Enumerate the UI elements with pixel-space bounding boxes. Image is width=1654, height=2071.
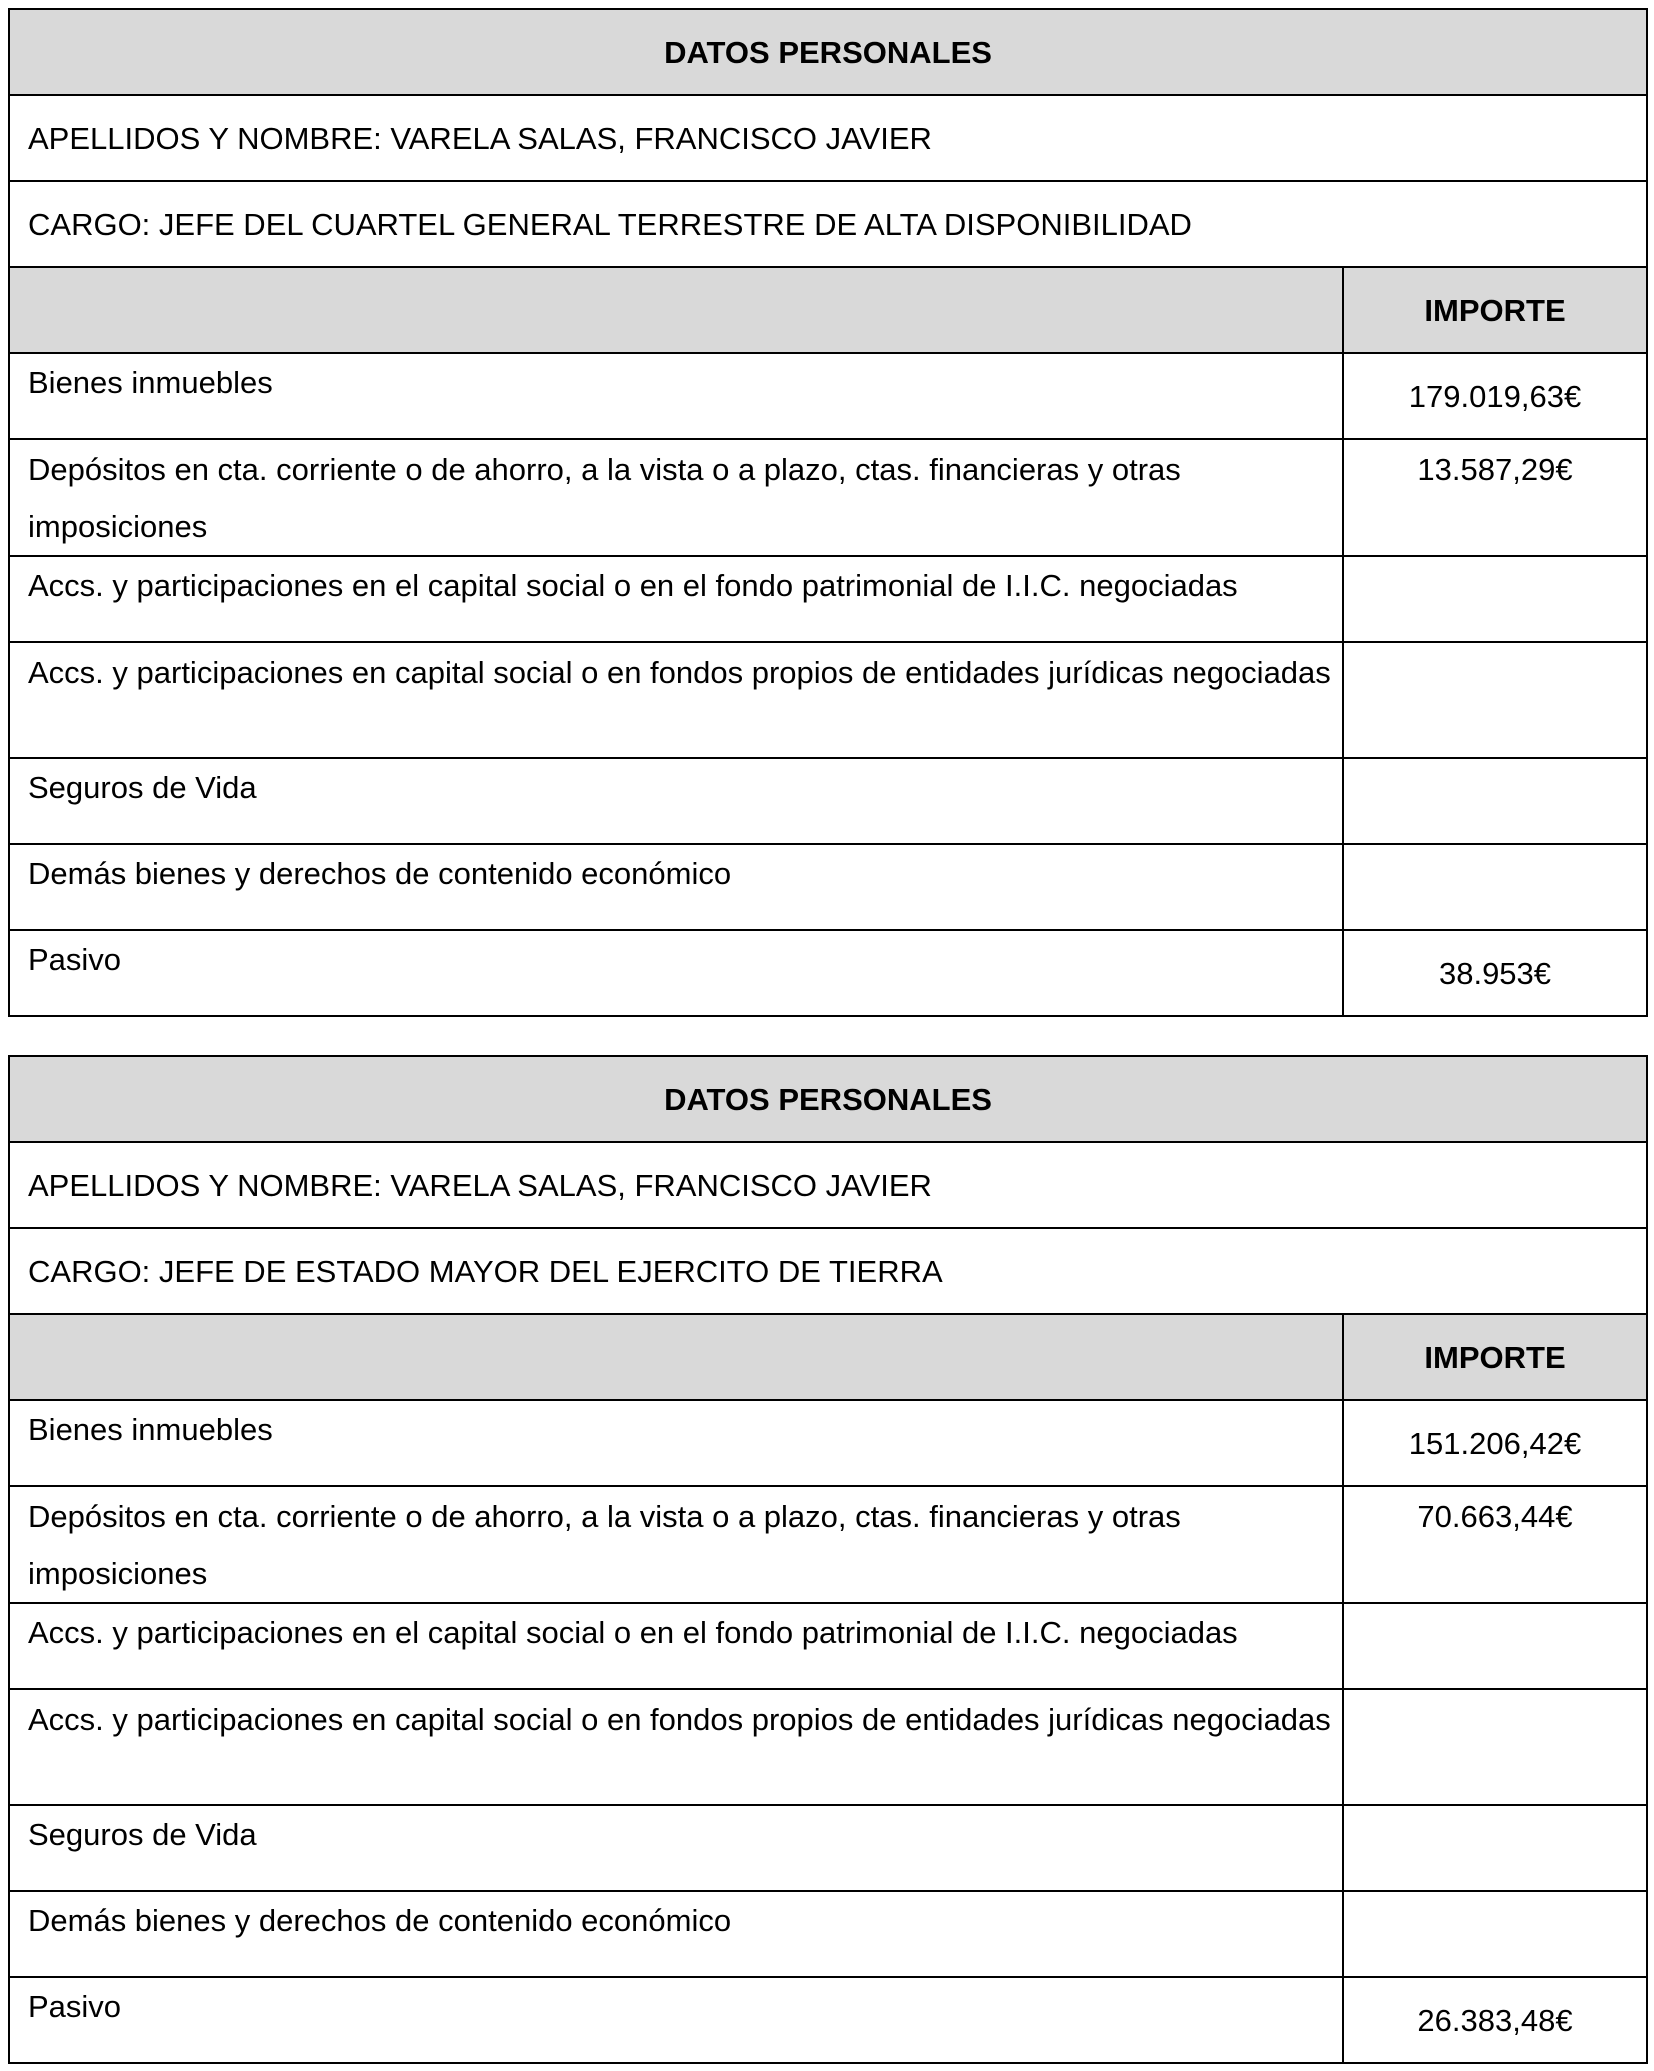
- row-label: Depósitos en cta. corriente o de ahorro, a la vista o a plazo, ctas. financieras y otras imposiciones: [9, 439, 1343, 556]
- name-row: [9, 1142, 1647, 1228]
- row-label: Bienes inmuebles: [9, 353, 1343, 439]
- row-amount: [1343, 844, 1647, 930]
- table-row: [9, 1603, 1647, 1689]
- column-header-row: [9, 1314, 1647, 1400]
- position-line: CARGO: JEFE DE ESTADO MAYOR DEL EJERCITO DE TIERRA: [9, 1228, 1647, 1314]
- position-row: [9, 181, 1647, 267]
- table-row: [9, 930, 1647, 1016]
- row-amount: [1343, 642, 1647, 758]
- section-title-row: [9, 9, 1647, 95]
- section-title: DATOS PERSONALES: [9, 1056, 1647, 1142]
- row-amount: 26.383,48€: [1343, 1977, 1647, 2063]
- name-line: APELLIDOS Y NOMBRE: VARELA SALAS, FRANCISCO JAVIER: [9, 1142, 1647, 1228]
- table-row: [9, 1400, 1647, 1486]
- table-row: [9, 1689, 1647, 1805]
- row-label: Demás bienes y derechos de contenido económico: [9, 844, 1343, 930]
- row-amount: 179.019,63€: [1343, 353, 1647, 439]
- row-label: Seguros de Vida: [9, 758, 1343, 844]
- row-label: Depósitos en cta. corriente o de ahorro, a la vista o a plazo, ctas. financieras y otras imposiciones: [9, 1486, 1343, 1603]
- section-title: DATOS PERSONALES: [9, 9, 1647, 95]
- table-row: [9, 844, 1647, 930]
- table-row: [9, 1891, 1647, 1977]
- section-title-row: [9, 1056, 1647, 1142]
- name-line: APELLIDOS Y NOMBRE: VARELA SALAS, FRANCISCO JAVIER: [9, 95, 1647, 181]
- asset-declaration-table: [8, 8, 1648, 1017]
- row-amount: 70.663,44€: [1343, 1486, 1647, 1603]
- row-amount: [1343, 556, 1647, 642]
- row-amount: 38.953€: [1343, 930, 1647, 1016]
- row-amount: [1343, 1891, 1647, 1977]
- row-label: Accs. y participaciones en el capital social o en el fondo patrimonial de I.I.C. negociadas: [9, 556, 1343, 642]
- name-row: [9, 95, 1647, 181]
- blank-header-cell: [9, 267, 1343, 353]
- table-row: [9, 1486, 1647, 1603]
- table-row: [9, 758, 1647, 844]
- row-label: Pasivo: [9, 1977, 1343, 2063]
- row-label: Accs. y participaciones en capital social o en fondos propios de entidades jurídicas negociadas: [9, 642, 1343, 758]
- row-amount: 151.206,42€: [1343, 1400, 1647, 1486]
- blank-header-cell: [9, 1314, 1343, 1400]
- asset-declaration-table: [8, 1055, 1648, 2064]
- table-row: [9, 1977, 1647, 2063]
- row-amount: [1343, 1689, 1647, 1805]
- row-label: Accs. y participaciones en el capital social o en el fondo patrimonial de I.I.C. negociadas: [9, 1603, 1343, 1689]
- row-label: Accs. y participaciones en capital social o en fondos propios de entidades jurídicas negociadas: [9, 1689, 1343, 1805]
- row-label: Bienes inmuebles: [9, 1400, 1343, 1486]
- position-row: [9, 1228, 1647, 1314]
- row-amount: [1343, 758, 1647, 844]
- row-amount: [1343, 1603, 1647, 1689]
- column-header-row: [9, 267, 1647, 353]
- table-row: [9, 556, 1647, 642]
- row-amount: 13.587,29€: [1343, 439, 1647, 556]
- amount-column-header: IMPORTE: [1343, 1314, 1647, 1400]
- table-row: [9, 439, 1647, 556]
- table-row: [9, 1805, 1647, 1891]
- table-row: [9, 353, 1647, 439]
- row-label: Seguros de Vida: [9, 1805, 1343, 1891]
- position-line: CARGO: JEFE DEL CUARTEL GENERAL TERRESTRE DE ALTA DISPONIBILIDAD: [9, 181, 1647, 267]
- row-amount: [1343, 1805, 1647, 1891]
- row-label: Pasivo: [9, 930, 1343, 1016]
- table-row: [9, 642, 1647, 758]
- amount-column-header: IMPORTE: [1343, 267, 1647, 353]
- row-label: Demás bienes y derechos de contenido económico: [9, 1891, 1343, 1977]
